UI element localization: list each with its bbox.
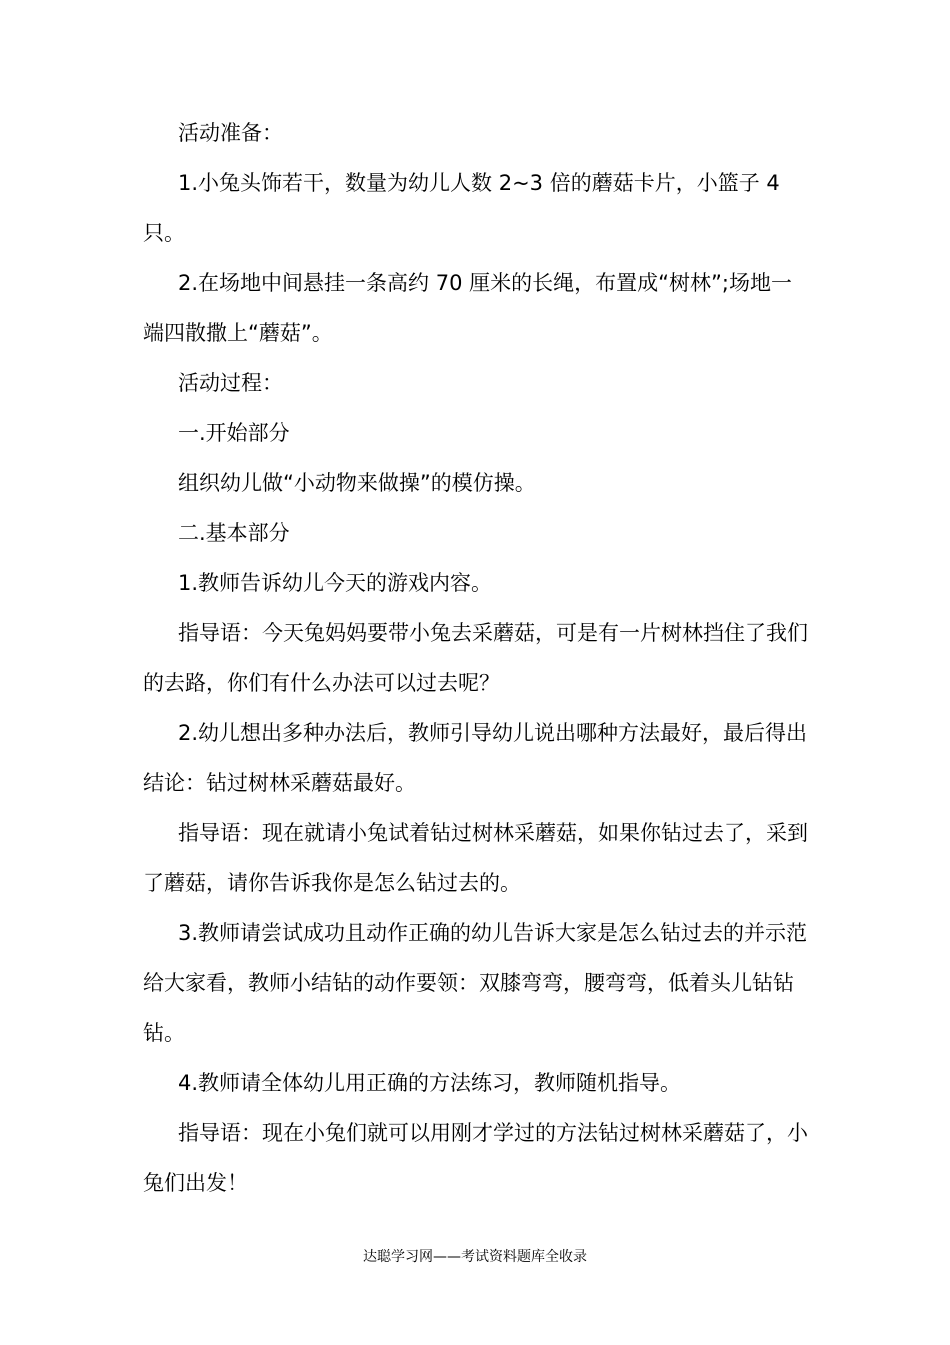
paragraph-step-3: 3.教师请尝试成功且动作正确的幼儿告诉大家是怎么钻过去的并示范给大家看，教师小结钻的动作要领：双膝弯弯，腰弯弯，低着头儿钻钻钻。 [143, 921, 808, 1045]
paragraph-guidance-1: 指导语：今天兔妈妈要带小兔去采蘑菇，可是有一片树林挡住了我们的去路，你们有什么办法可以过去呢？ [143, 621, 808, 695]
paragraph-step-1: 1.教师告诉幼儿今天的游戏内容。 [178, 571, 493, 595]
page-footer: 达聪学习网——考试资料题库全收录 [363, 1249, 587, 1265]
paragraph-warmup: 组织幼儿做“小动物来做操”的模仿操。 [178, 471, 536, 495]
paragraph-step-2: 2.幼儿想出多种办法后，教师引导幼儿说出哪种方法最好，最后得出结论：钻过树林采蘑菇最好。 [143, 721, 808, 795]
document-body [143, 108, 808, 1208]
paragraph-guidance-2: 指导语：现在就请小兔试着钻过树林采蘑菇，如果你钻过去了，采到了蘑菇，请你告诉我你是怎么钻过去的。 [143, 821, 808, 895]
paragraph-prep-2: 2.在场地中间悬挂一条高约 70 厘米的长绳，布置成“树林”;场地一端四散撒上“蘑菇”。 [143, 271, 792, 345]
paragraph-step-4: 4.教师请全体幼儿用正确的方法练习，教师随机指导。 [178, 1071, 682, 1095]
heading-activity-process: 活动过程： [178, 371, 283, 395]
paragraph-prep-1: 1.小兔头饰若干，数量为幼儿人数 2~3 倍的蘑菇卡片，小篮子 4 只。 [143, 171, 780, 245]
heading-activity-preparation: 活动准备： [178, 121, 283, 145]
heading-part-start: 一.开始部分 [178, 421, 290, 445]
heading-part-basic: 二.基本部分 [178, 521, 290, 545]
paragraph-guidance-3: 指导语：现在小兔们就可以用刚才学过的方法钻过树林采蘑菇了，小兔们出发！ [143, 1121, 808, 1195]
